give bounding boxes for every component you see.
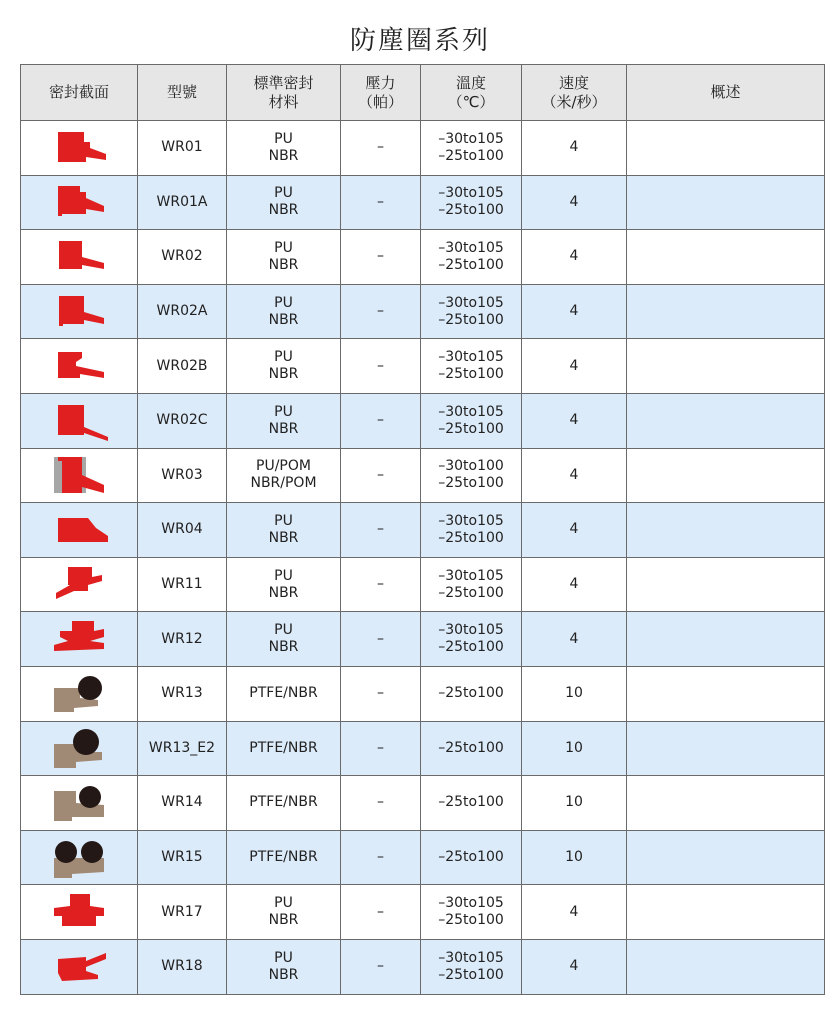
material-cell: PTFE/NBR — [227, 666, 341, 721]
seal-section-wr02b — [46, 344, 112, 388]
table-row — [21, 939, 825, 994]
seal-section-cell — [21, 284, 138, 339]
speed-cell: 4 — [522, 393, 627, 448]
material-cell: PTFE/NBR — [227, 776, 341, 831]
speed-cell: 4 — [522, 448, 627, 503]
temperature-cell: –30to100 –25to100 — [421, 448, 522, 503]
seal-section-cell — [21, 448, 138, 503]
temperature-cell: –30to105 –25to100 — [421, 503, 522, 558]
seal-section-cell — [21, 230, 138, 285]
pressure-cell: – — [341, 939, 421, 994]
model-cell: WR13 — [138, 666, 227, 721]
seal-section-wr02c — [46, 399, 112, 443]
overview-cell — [627, 339, 825, 394]
pressure-cell: – — [341, 448, 421, 503]
header-speed: 速度 （米/秒） — [522, 65, 627, 121]
pressure-cell: – — [341, 885, 421, 940]
material-cell: PU NBR — [227, 230, 341, 285]
seal-section-wr13e2 — [46, 726, 112, 770]
table-row — [21, 175, 825, 230]
model-cell: WR12 — [138, 612, 227, 667]
speed-cell: 10 — [522, 721, 627, 776]
pressure-cell: – — [341, 175, 421, 230]
seal-section-wr02a — [46, 290, 112, 334]
material-cell: PU NBR — [227, 557, 341, 612]
seal-section-wr04 — [46, 508, 112, 552]
seal-section-cell — [21, 939, 138, 994]
table-row — [21, 121, 825, 176]
seal-section-cell — [21, 557, 138, 612]
pressure-cell: – — [341, 776, 421, 831]
overview-cell — [627, 393, 825, 448]
seal-section-wr01a — [46, 180, 112, 224]
model-cell: WR02 — [138, 230, 227, 285]
seal-section-wr17 — [46, 890, 112, 934]
table-row — [21, 339, 825, 394]
seal-section-wr12 — [46, 617, 112, 661]
seal-spec-table — [20, 64, 825, 995]
seal-section-wr11 — [46, 563, 112, 607]
header-temperature: 溫度 （℃） — [421, 65, 522, 121]
table-row — [21, 885, 825, 940]
temperature-cell: –30to105 –25to100 — [421, 230, 522, 285]
table-row — [21, 776, 825, 831]
model-cell: WR02C — [138, 393, 227, 448]
model-cell: WR04 — [138, 503, 227, 558]
seal-section-cell — [21, 666, 138, 721]
pressure-cell: – — [341, 339, 421, 394]
overview-cell — [627, 776, 825, 831]
temperature-cell: –30to105 –25to100 — [421, 557, 522, 612]
model-cell: WR02A — [138, 284, 227, 339]
speed-cell: 4 — [522, 284, 627, 339]
material-cell: PU NBR — [227, 284, 341, 339]
overview-cell — [627, 121, 825, 176]
speed-cell: 4 — [522, 230, 627, 285]
seal-section-wr14 — [46, 781, 112, 825]
material-cell: PTFE/NBR — [227, 721, 341, 776]
table-row — [21, 666, 825, 721]
table-row — [21, 721, 825, 776]
material-cell: PU NBR — [227, 939, 341, 994]
material-cell: PU NBR — [227, 121, 341, 176]
seal-section-cell — [21, 121, 138, 176]
model-cell: WR02B — [138, 339, 227, 394]
model-cell: WR14 — [138, 776, 227, 831]
seal-section-cell — [21, 721, 138, 776]
overview-cell — [627, 830, 825, 885]
seal-section-cell — [21, 830, 138, 885]
temperature-cell: –30to105 –25to100 — [421, 175, 522, 230]
speed-cell: 10 — [522, 666, 627, 721]
seal-section-wr15 — [46, 836, 112, 880]
speed-cell: 10 — [522, 776, 627, 831]
temperature-cell: –30to105 –25to100 — [421, 612, 522, 667]
material-cell: PU NBR — [227, 393, 341, 448]
seal-section-cell — [21, 339, 138, 394]
table-row — [21, 612, 825, 667]
speed-cell: 4 — [522, 339, 627, 394]
pressure-cell: – — [341, 121, 421, 176]
model-cell: WR18 — [138, 939, 227, 994]
pressure-cell: – — [341, 721, 421, 776]
model-cell: WR01 — [138, 121, 227, 176]
model-cell: WR11 — [138, 557, 227, 612]
header-overview: 概述 — [627, 65, 825, 121]
model-cell: WR13_E2 — [138, 721, 227, 776]
header-model: 型號 — [138, 65, 227, 121]
model-cell: WR17 — [138, 885, 227, 940]
speed-cell: 4 — [522, 557, 627, 612]
seal-section-cell — [21, 776, 138, 831]
speed-cell: 4 — [522, 175, 627, 230]
pressure-cell: – — [341, 284, 421, 339]
model-cell: WR01A — [138, 175, 227, 230]
overview-cell — [627, 284, 825, 339]
table-row — [21, 393, 825, 448]
speed-cell: 4 — [522, 503, 627, 558]
temperature-cell: –25to100 — [421, 666, 522, 721]
table-row — [21, 284, 825, 339]
pressure-cell: – — [341, 612, 421, 667]
temperature-cell: –25to100 — [421, 830, 522, 885]
speed-cell: 4 — [522, 939, 627, 994]
header-pressure: 壓力 （帕） — [341, 65, 421, 121]
temperature-cell: –30to105 –25to100 — [421, 393, 522, 448]
overview-cell — [627, 885, 825, 940]
material-cell: PU NBR — [227, 175, 341, 230]
material-cell: PTFE/NBR — [227, 830, 341, 885]
seal-section-wr01 — [46, 126, 112, 170]
seal-section-wr03 — [46, 453, 112, 497]
table-row — [21, 448, 825, 503]
pressure-cell: – — [341, 557, 421, 612]
temperature-cell: –30to105 –25to100 — [421, 339, 522, 394]
header-section: 密封截面 — [21, 65, 138, 121]
model-cell: WR03 — [138, 448, 227, 503]
temperature-cell: –30to105 –25to100 — [421, 885, 522, 940]
table-row — [21, 557, 825, 612]
pressure-cell: – — [341, 830, 421, 885]
seal-section-wr13 — [46, 672, 112, 716]
table-row — [21, 830, 825, 885]
temperature-cell: –25to100 — [421, 776, 522, 831]
overview-cell — [627, 557, 825, 612]
overview-cell — [627, 939, 825, 994]
material-cell: PU NBR — [227, 612, 341, 667]
table-row — [21, 503, 825, 558]
material-cell: PU/POM NBR/POM — [227, 448, 341, 503]
seal-section-wr02 — [46, 235, 112, 279]
overview-cell — [627, 503, 825, 558]
overview-cell — [627, 666, 825, 721]
temperature-cell: –30to105 –25to100 — [421, 121, 522, 176]
page-title: 防塵圈系列 — [349, 26, 490, 56]
temperature-cell: –30to105 –25to100 — [421, 284, 522, 339]
overview-cell — [627, 230, 825, 285]
pressure-cell: – — [341, 230, 421, 285]
table-row — [21, 230, 825, 285]
model-cell: WR15 — [138, 830, 227, 885]
overview-cell — [627, 175, 825, 230]
seal-section-cell — [21, 612, 138, 667]
seal-section-cell — [21, 393, 138, 448]
pressure-cell: – — [341, 503, 421, 558]
seal-section-cell — [21, 503, 138, 558]
seal-section-cell — [21, 175, 138, 230]
speed-cell: 4 — [522, 612, 627, 667]
seal-section-wr18 — [46, 945, 112, 989]
overview-cell — [627, 721, 825, 776]
material-cell: PU NBR — [227, 885, 341, 940]
speed-cell: 10 — [522, 830, 627, 885]
temperature-cell: –30to105 –25to100 — [421, 939, 522, 994]
pressure-cell: – — [341, 393, 421, 448]
material-cell: PU NBR — [227, 503, 341, 558]
overview-cell — [627, 448, 825, 503]
pressure-cell: – — [341, 666, 421, 721]
speed-cell: 4 — [522, 885, 627, 940]
header-material: 標準密封 材料 — [227, 65, 341, 121]
overview-cell — [627, 612, 825, 667]
seal-section-cell — [21, 885, 138, 940]
temperature-cell: –25to100 — [421, 721, 522, 776]
table-header-row — [21, 65, 825, 121]
speed-cell: 4 — [522, 121, 627, 176]
material-cell: PU NBR — [227, 339, 341, 394]
